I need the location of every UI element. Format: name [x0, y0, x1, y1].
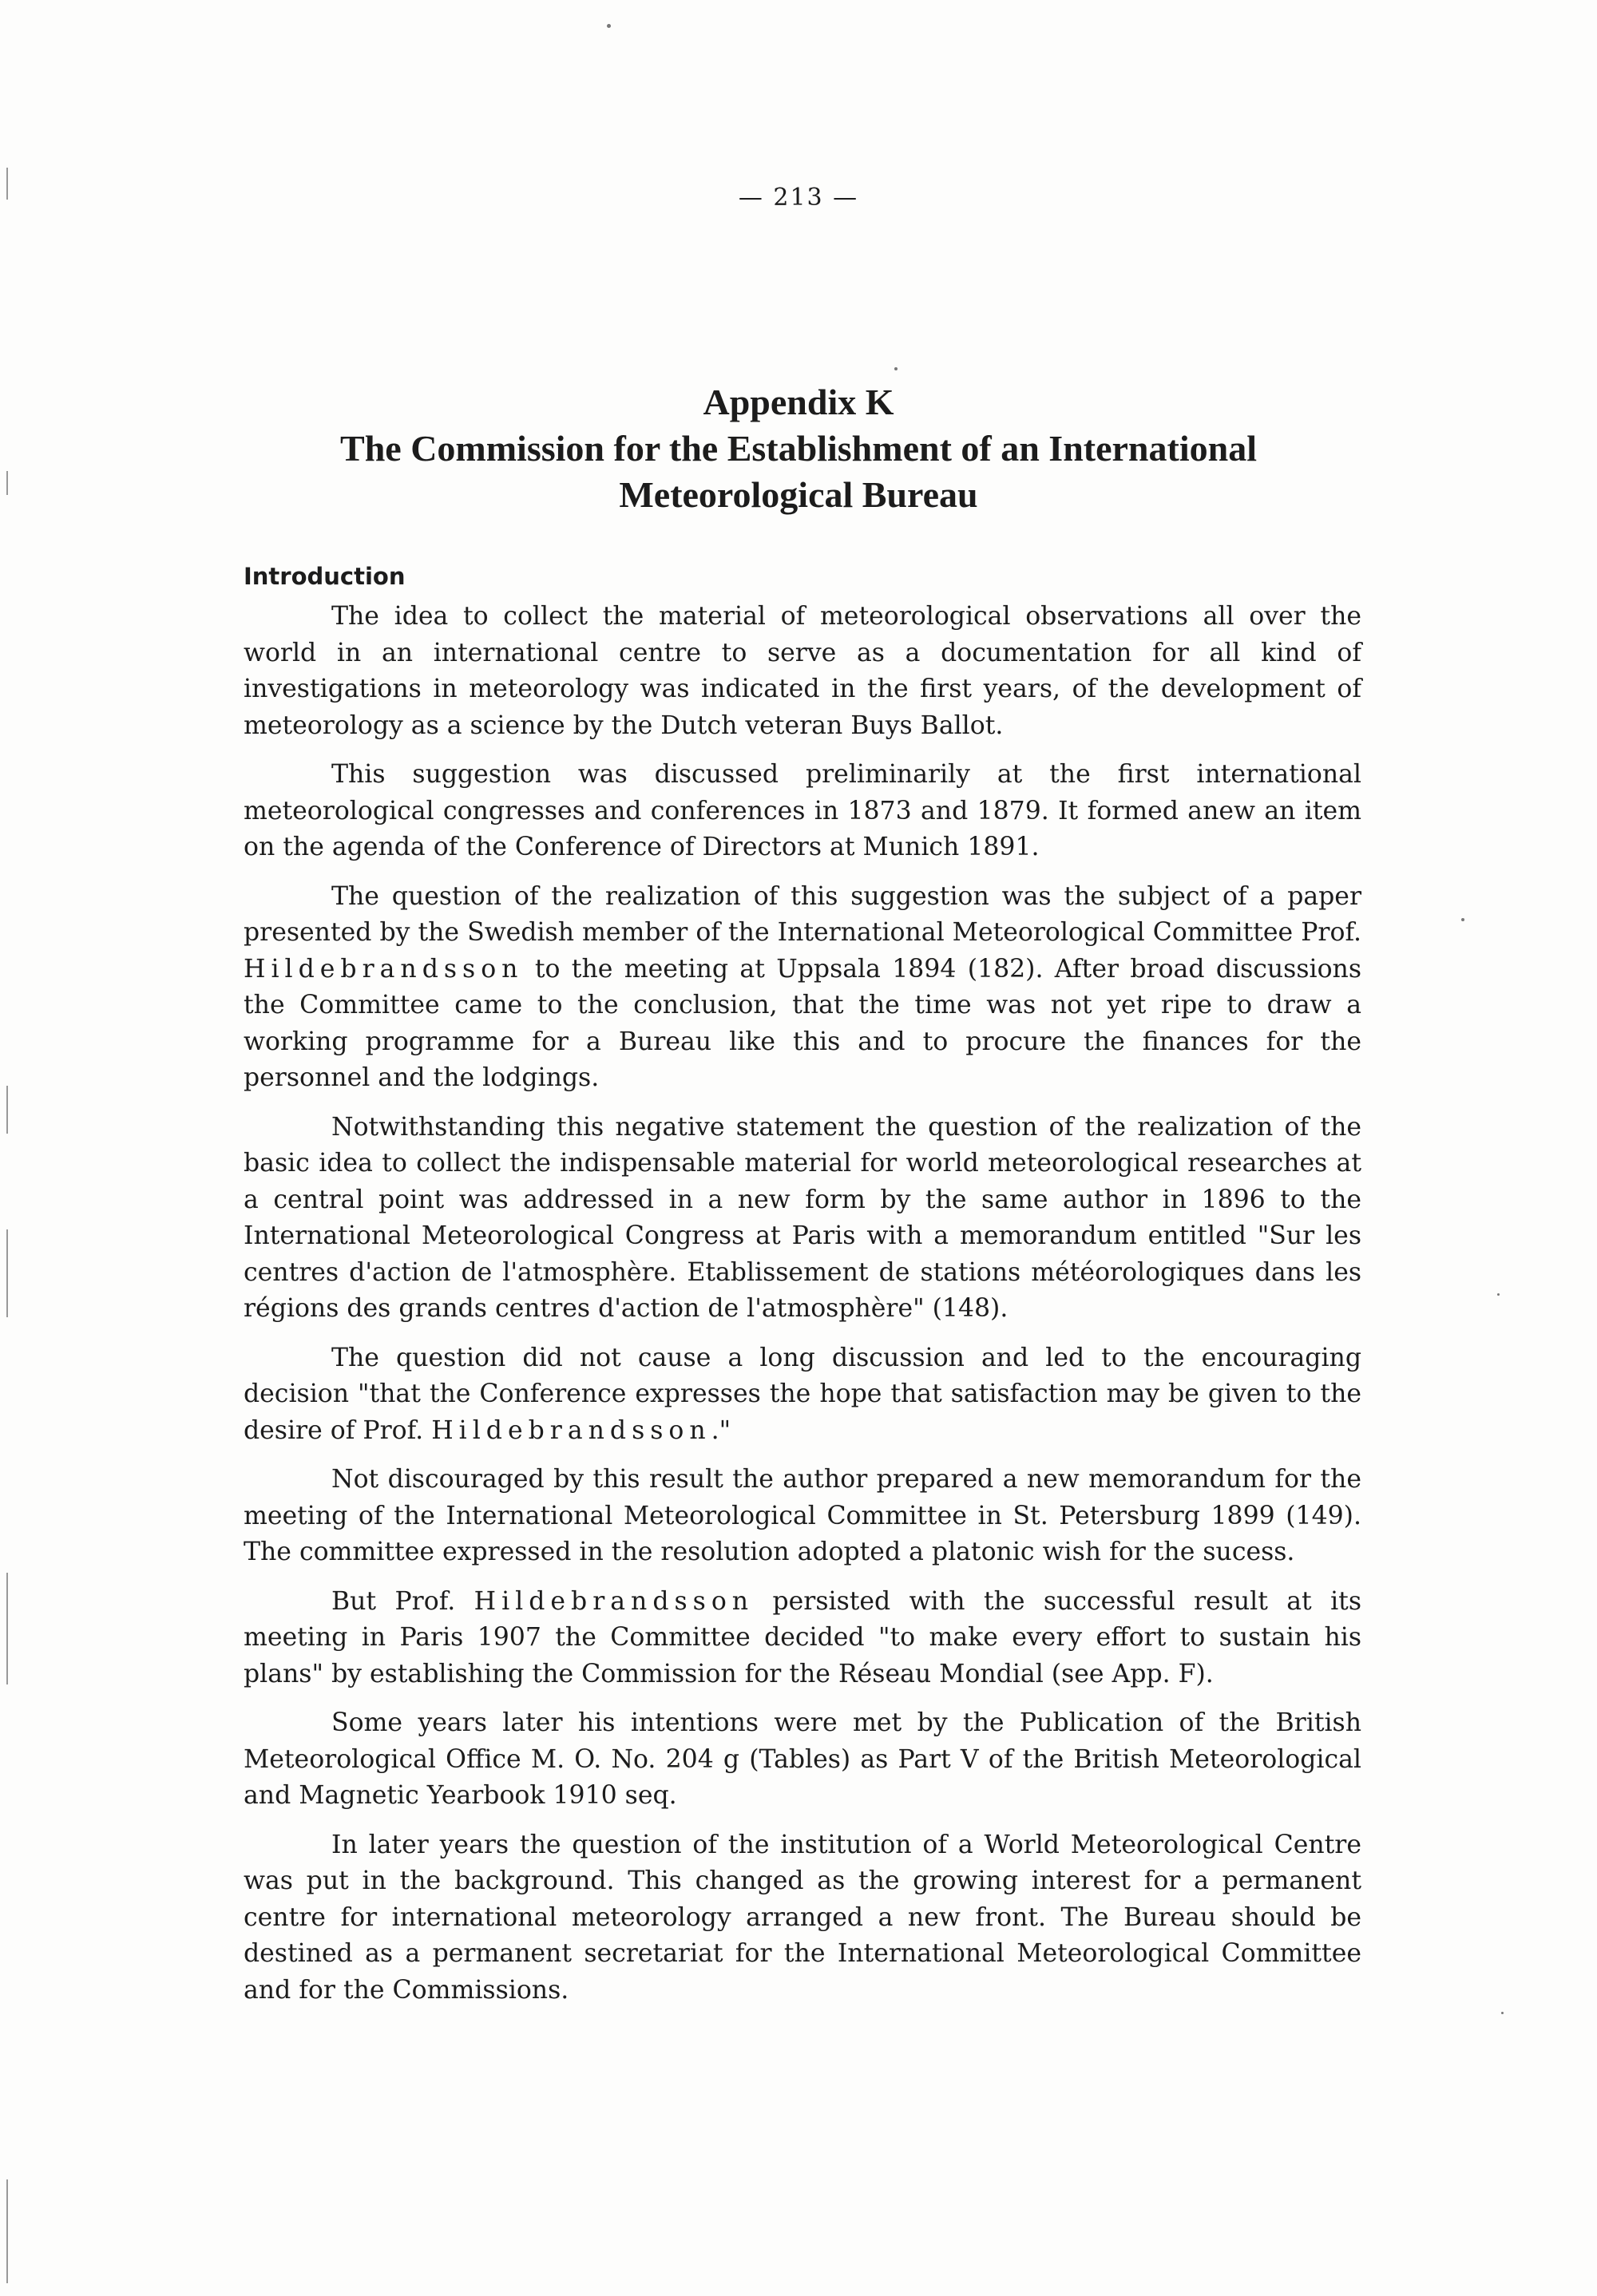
scan-speck	[1501, 2012, 1504, 2014]
person-name: Hildebrandsson	[474, 1586, 755, 1616]
paragraph-8	[244, 1705, 1361, 1815]
paragraph-text: persisted with the successful result at its meeting in Paris 1907 the Committee decided "to make every effort to sustain his plans" by establishing the Commission for the Réseau Mondial (see App. F).	[244, 1586, 1361, 1688]
paragraph-6	[244, 1462, 1361, 1571]
title-line-main: The Commission for the Establishment of an International	[340, 428, 1257, 469]
person-name: Hildebrandsson	[431, 1415, 711, 1445]
paragraph-text: Some years later his intentions were met by the Publication of the British Meteorological Office M. O. No. 204 g (Tables) as Part V of the British Meteorological and Magnetic Yearbook 1910 seq.	[244, 1708, 1361, 1810]
title-line-sub: Meteorological Bureau	[619, 474, 978, 515]
person-name: Hildebrandsson	[244, 954, 524, 984]
scan-margin-line	[6, 1573, 8, 1684]
paragraph-3	[244, 879, 1361, 1097]
page-number: — 213 —	[738, 184, 859, 212]
paragraph-7	[244, 1584, 1361, 1693]
paragraph-text: Not discouraged by this result the author prepared a new memorandum for the meeting of the International Meteorological Committee in St. Petersburg 1899 (149). The committee expressed in the resolution adopted a platonic wish for the sucess.	[244, 1465, 1361, 1566]
scan-speck	[607, 24, 611, 28]
section-heading: Introduction	[244, 563, 406, 590]
paragraph-text: ."	[711, 1415, 731, 1445]
paragraph-4	[244, 1110, 1361, 1328]
paragraph-9	[244, 1827, 1361, 2009]
paragraph-text: In later years the question of the institution of a World Meteorological Centre was put in the background. This changed as the growing interest for a permanent centre for international meteorology arranged a new front. The Bureau should be destined as a permanent secretariat for the International Meteorological Committee and for the Commissions.	[244, 1830, 1361, 2005]
paragraph-text: Notwithstanding this negative statement the question of the realization of the basic idea to collect the indispensable material for world meteorological researches at a central point was addressed in a new form by the same author in 1896 to the International Meteorological Congress at Paris with a memorandum entitled "Sur les centres d'action de l'atmosphère. Etablissement de stations météorologiques dans les régions des grands centres d'action de l'atmosphère" (148).	[244, 1112, 1361, 1323]
scan-margin-line	[6, 1086, 8, 1134]
scan-speck	[1497, 1293, 1500, 1296]
paragraph-text: This suggestion was discussed preliminarily at the first international meteorological congresses and conferences in 1873 and 1879. It formed anew an item on the agenda of the Conference of Directors at Munich 1891.	[244, 760, 1361, 861]
paragraph-2	[244, 757, 1361, 866]
paragraph-text: But Prof.	[331, 1586, 474, 1616]
paragraph-text: The question of the realization of this suggestion was the subject of a paper presented by the Swedish member of the International Meteorological Committee Prof.	[244, 881, 1361, 947]
paragraph-text: The question did not cause a long discussion and led to the encouraging decision "that the Conference expresses the hope that satisfaction may be given to the desire of Prof.	[244, 1343, 1361, 1445]
paragraph-text: The idea to collect the material of meteorological observations all over the world in an international centre to serve as a documentation for all kind of investigations in meteorology was indicated in the first years, of the development of meteorology as a science by the Dutch veteran Buys Ballot.	[244, 602, 1361, 740]
paragraph-text: to the meeting at Uppsala 1894 (182). After broad discussions the Committee came to the conclusion, that the time was not yet ripe to draw a working programme for a Bureau like this and to procure the finances for the personnel and the lodgings.	[244, 954, 1361, 1092]
scan-margin-line	[6, 471, 8, 495]
appendix-title	[240, 379, 1357, 518]
scan-margin-line	[6, 2179, 8, 2283]
body-content	[244, 559, 1361, 2021]
scan-margin-line	[6, 1229, 8, 1317]
scan-speck	[1461, 918, 1464, 921]
appendix-label: Appendix K	[703, 382, 894, 422]
paragraph-5	[244, 1340, 1361, 1450]
paragraph-1	[244, 599, 1361, 744]
scan-speck	[894, 367, 898, 370]
